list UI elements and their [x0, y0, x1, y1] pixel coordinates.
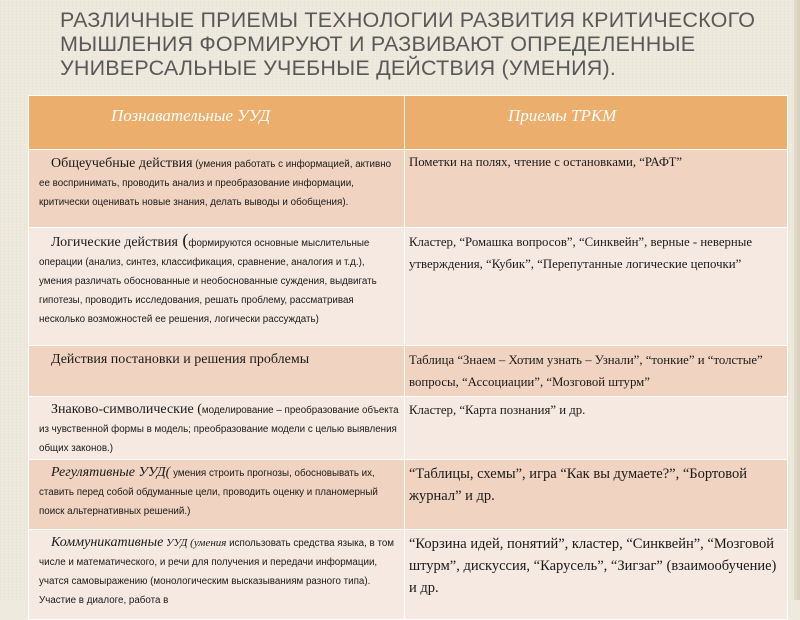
- row-1-skill: [29, 150, 405, 228]
- row-5-desc: умения строить прогнозы, обосновывать их, ставить перед собой обдуманные цели, проводить оценку и планомерный поиск альтернативных решений.): [39, 468, 378, 517]
- slide-edge: [794, 0, 800, 600]
- row-6-lead: Коммуникативные: [51, 535, 164, 550]
- uud-techniques-table: [28, 95, 788, 620]
- row-1-desc: (умения работать с информацией, активно ее воспринимать, проводить анализ и преобразование информации, критически оценивать новые знания, делать выводы и обобщения).: [39, 159, 392, 208]
- row-5-skill: [29, 460, 405, 530]
- row-3-techniques: Таблица “Знаем – Хотим узнать – Узнали”, “тонкие” и “толстые” вопросы, “Ассоциации”, “Мозговой штурм”: [405, 346, 788, 397]
- row-2-techniques: Кластер, “Ромашка вопросов”, “Синквейн”, верные - неверные утверждения, “Кубик”, “Перепутанные логические цепочки”: [405, 228, 788, 346]
- table-header-row: [29, 96, 788, 150]
- row-1-lead: Общеучебные действия: [51, 156, 193, 171]
- row-2-desc: формируются основные мыслительные операции (анализ, синтез, классификация, сравнение, аналогия и т.д.), умения различать обоснованные и необоснованные суждения, выдвигать гипотезы, проводить исследования, решать проблему, рассматривая несколько возможностей ее решения, логически рассуждать): [39, 238, 377, 325]
- row-5-techniques: “Таблицы, схемы”, игра “Как вы думаете?”, “Бортовой журнал” и др.: [405, 460, 788, 530]
- row-4-lead: Знаково-символические: [51, 402, 194, 417]
- table-row: [29, 397, 788, 460]
- row-6-lead-uud: УУД (: [163, 537, 194, 549]
- row-6-lead-skills: умения: [193, 537, 227, 549]
- row-2-skill: [29, 228, 405, 346]
- row-6-desc: использовать средства языка, в том числе и математического, и речи для получения и передачи информации, учатся самовыражению (монологическим высказываниям разного типа). Участие в диалоге, работа в: [39, 538, 395, 606]
- row-3-lead: Действия постановки и решения проблемы: [51, 352, 310, 367]
- row-4-desc: моделирование – преобразование объекта из чувственной формы в модель; преобразование модели с целью выявления общих законов.): [39, 405, 399, 454]
- row-4-skill: [29, 397, 405, 460]
- table-row: [29, 530, 788, 620]
- table-row: [29, 346, 788, 397]
- row-2-paren: (: [177, 230, 189, 250]
- row-4-paren: (: [193, 402, 202, 417]
- table-row: [29, 150, 788, 228]
- row-6-skill: [29, 530, 405, 620]
- row-3-skill: [29, 346, 405, 397]
- row-2-lead: Логические действия: [51, 235, 178, 250]
- table-row: [29, 460, 788, 530]
- table-row: [29, 228, 788, 346]
- header-trkm-techniques: Приемы ТРКМ: [405, 96, 788, 150]
- slide-title: РАЗЛИЧНЫЕ ПРИЕМЫ ТЕХНОЛОГИИ РАЗВИТИЯ КРИТИЧЕСКОГО МЫШЛЕНИЯ ФОРМИРУЮТ И РАЗВИВАЮТ ОПРЕДЕЛЕННЫЕ УНИВЕРСАЛЬНЫЕ УЧЕБНЫЕ ДЕЙСТВИЯ (УМЕНИЯ).: [60, 8, 756, 80]
- header-cognitive-uud: Познавательные УУД: [29, 96, 405, 150]
- row-1-techniques: Пометки на полях, чтение с остановками, “РАФТ”: [405, 150, 788, 228]
- row-6-techniques: “Корзина идей, понятий”, кластер, “Синквейн”, “Мозговой штурм”, дискуссия, “Карусель”, “Зигзаг” (взаимообучение) и др.: [405, 530, 788, 620]
- row-5-lead: Регулятивные УУД(: [51, 465, 171, 480]
- row-4-techniques: Кластер, “Карта познания” и др.: [405, 397, 788, 460]
